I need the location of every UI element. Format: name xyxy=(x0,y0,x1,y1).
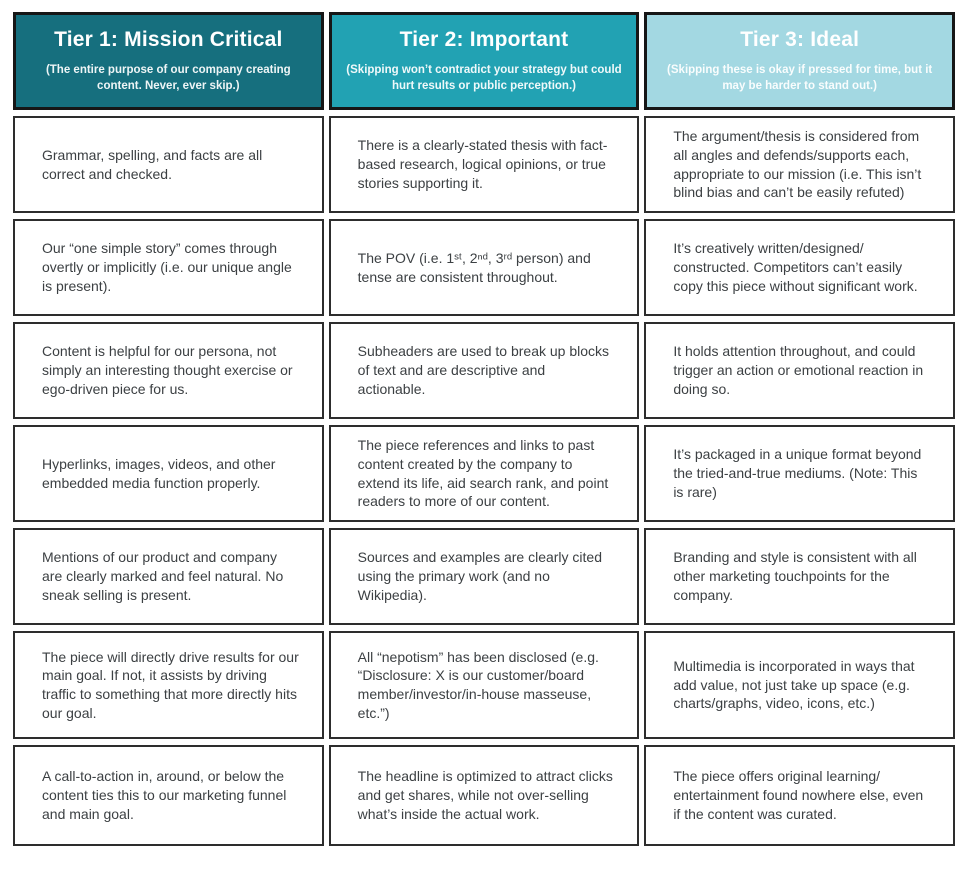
tier2-subtitle: (Skipping won’t contradict your strategy but could hurt results or public perception.) xyxy=(346,63,622,92)
table-row xyxy=(13,116,955,213)
tier3-subtitle: (Skipping these is okay if pressed for time, but it may be harder to stand out.) xyxy=(667,63,933,92)
table-cell-tier3: The piece offers original learning/ entertainment found nowhere else, even if the content was curated. xyxy=(644,745,955,846)
tier-table-header xyxy=(13,12,955,110)
tier2-header-cell xyxy=(329,12,640,110)
tier1-subtitle: (The entire purpose of our company creating content. Never, ever skip.) xyxy=(45,63,291,92)
table-cell-tier1: Our “one simple story” comes through overtly or implicitly (i.e. our unique angle is present). xyxy=(13,219,324,316)
tier3-title: Tier 3: Ideal xyxy=(740,27,860,51)
table-cell-tier2: The piece references and links to past content created by the company to extend its life, aid search rank, and point readers to more of our content. xyxy=(329,425,640,522)
table-cell-tier2: Subheaders are used to break up blocks of text and are descriptive and actionable. xyxy=(329,322,640,419)
table-cell-tier3: Multimedia is incorporated in ways that add value, not just take up space (e.g. charts/graphs, video, icons, etc.) xyxy=(644,631,955,739)
table-row xyxy=(13,631,955,739)
tier1-title: Tier 1: Mission Critical xyxy=(54,27,283,51)
table-cell-tier1: Hyperlinks, images, videos, and other embedded media function properly. xyxy=(13,425,324,522)
table-cell-tier3: It’s packaged in a unique format beyond the tried-and-true mediums. (Note: This is rare) xyxy=(644,425,955,522)
table-cell-tier2: Sources and examples are clearly cited using the primary work (and no Wikipedia). xyxy=(329,528,640,625)
table-cell-tier3: Branding and style is consistent with all other marketing touchpoints for the company. xyxy=(644,528,955,625)
table-cell-tier3: It’s creatively written/designed/ constructed. Competitors can’t easily copy this piece without significant work. xyxy=(644,219,955,316)
tier2-title: Tier 2: Important xyxy=(399,27,569,51)
tier3-header-cell xyxy=(644,12,955,110)
table-cell-tier3: The argument/thesis is considered from all angles and defends/supports each, appropriate to our mission (i.e. This isn’t blind bias and can’t be easily refuted) xyxy=(644,116,955,213)
table-cell-tier1: Grammar, spelling, and facts are all correct and checked. xyxy=(13,116,324,213)
tier-table-body xyxy=(13,116,955,846)
table-cell-tier3: It holds attention throughout, and could trigger an action or emotional reaction in doing so. xyxy=(644,322,955,419)
table-cell-tier1: A call-to-action in, around, or below the content ties this to our marketing funnel and main goal. xyxy=(13,745,324,846)
table-row xyxy=(13,425,955,522)
table-cell-tier2: There is a clearly-stated thesis with fact-based research, logical opinions, or true stories supporting it. xyxy=(329,116,640,213)
table-cell-tier2: The headline is optimized to attract clicks and get shares, while not over-selling what’s inside the actual work. xyxy=(329,745,640,846)
content-tier-table xyxy=(8,6,960,852)
table-cell-tier1: The piece will directly drive results for our main goal. If not, it assists by driving traffic to something that more directly hits our goal. xyxy=(13,631,324,739)
table-cell-tier1: Mentions of our product and company are clearly marked and feel natural. No sneak selling is present. xyxy=(13,528,324,625)
table-cell-tier2: All “nepotism” has been disclosed (e.g. “Disclosure: X is our customer/board member/investor/in-house masseuse, etc.”) xyxy=(329,631,640,739)
table-row xyxy=(13,745,955,846)
table-cell-tier2: The POV (i.e. 1ˢᵗ, 2ⁿᵈ, 3ʳᵈ person) and tense are consistent throughout. xyxy=(329,219,640,316)
table-cell-tier1: Content is helpful for our persona, not simply an interesting thought exercise or ego-driven piece for us. xyxy=(13,322,324,419)
table-row xyxy=(13,528,955,625)
tier1-header-cell xyxy=(13,12,324,110)
table-row xyxy=(13,322,955,419)
table-row xyxy=(13,219,955,316)
